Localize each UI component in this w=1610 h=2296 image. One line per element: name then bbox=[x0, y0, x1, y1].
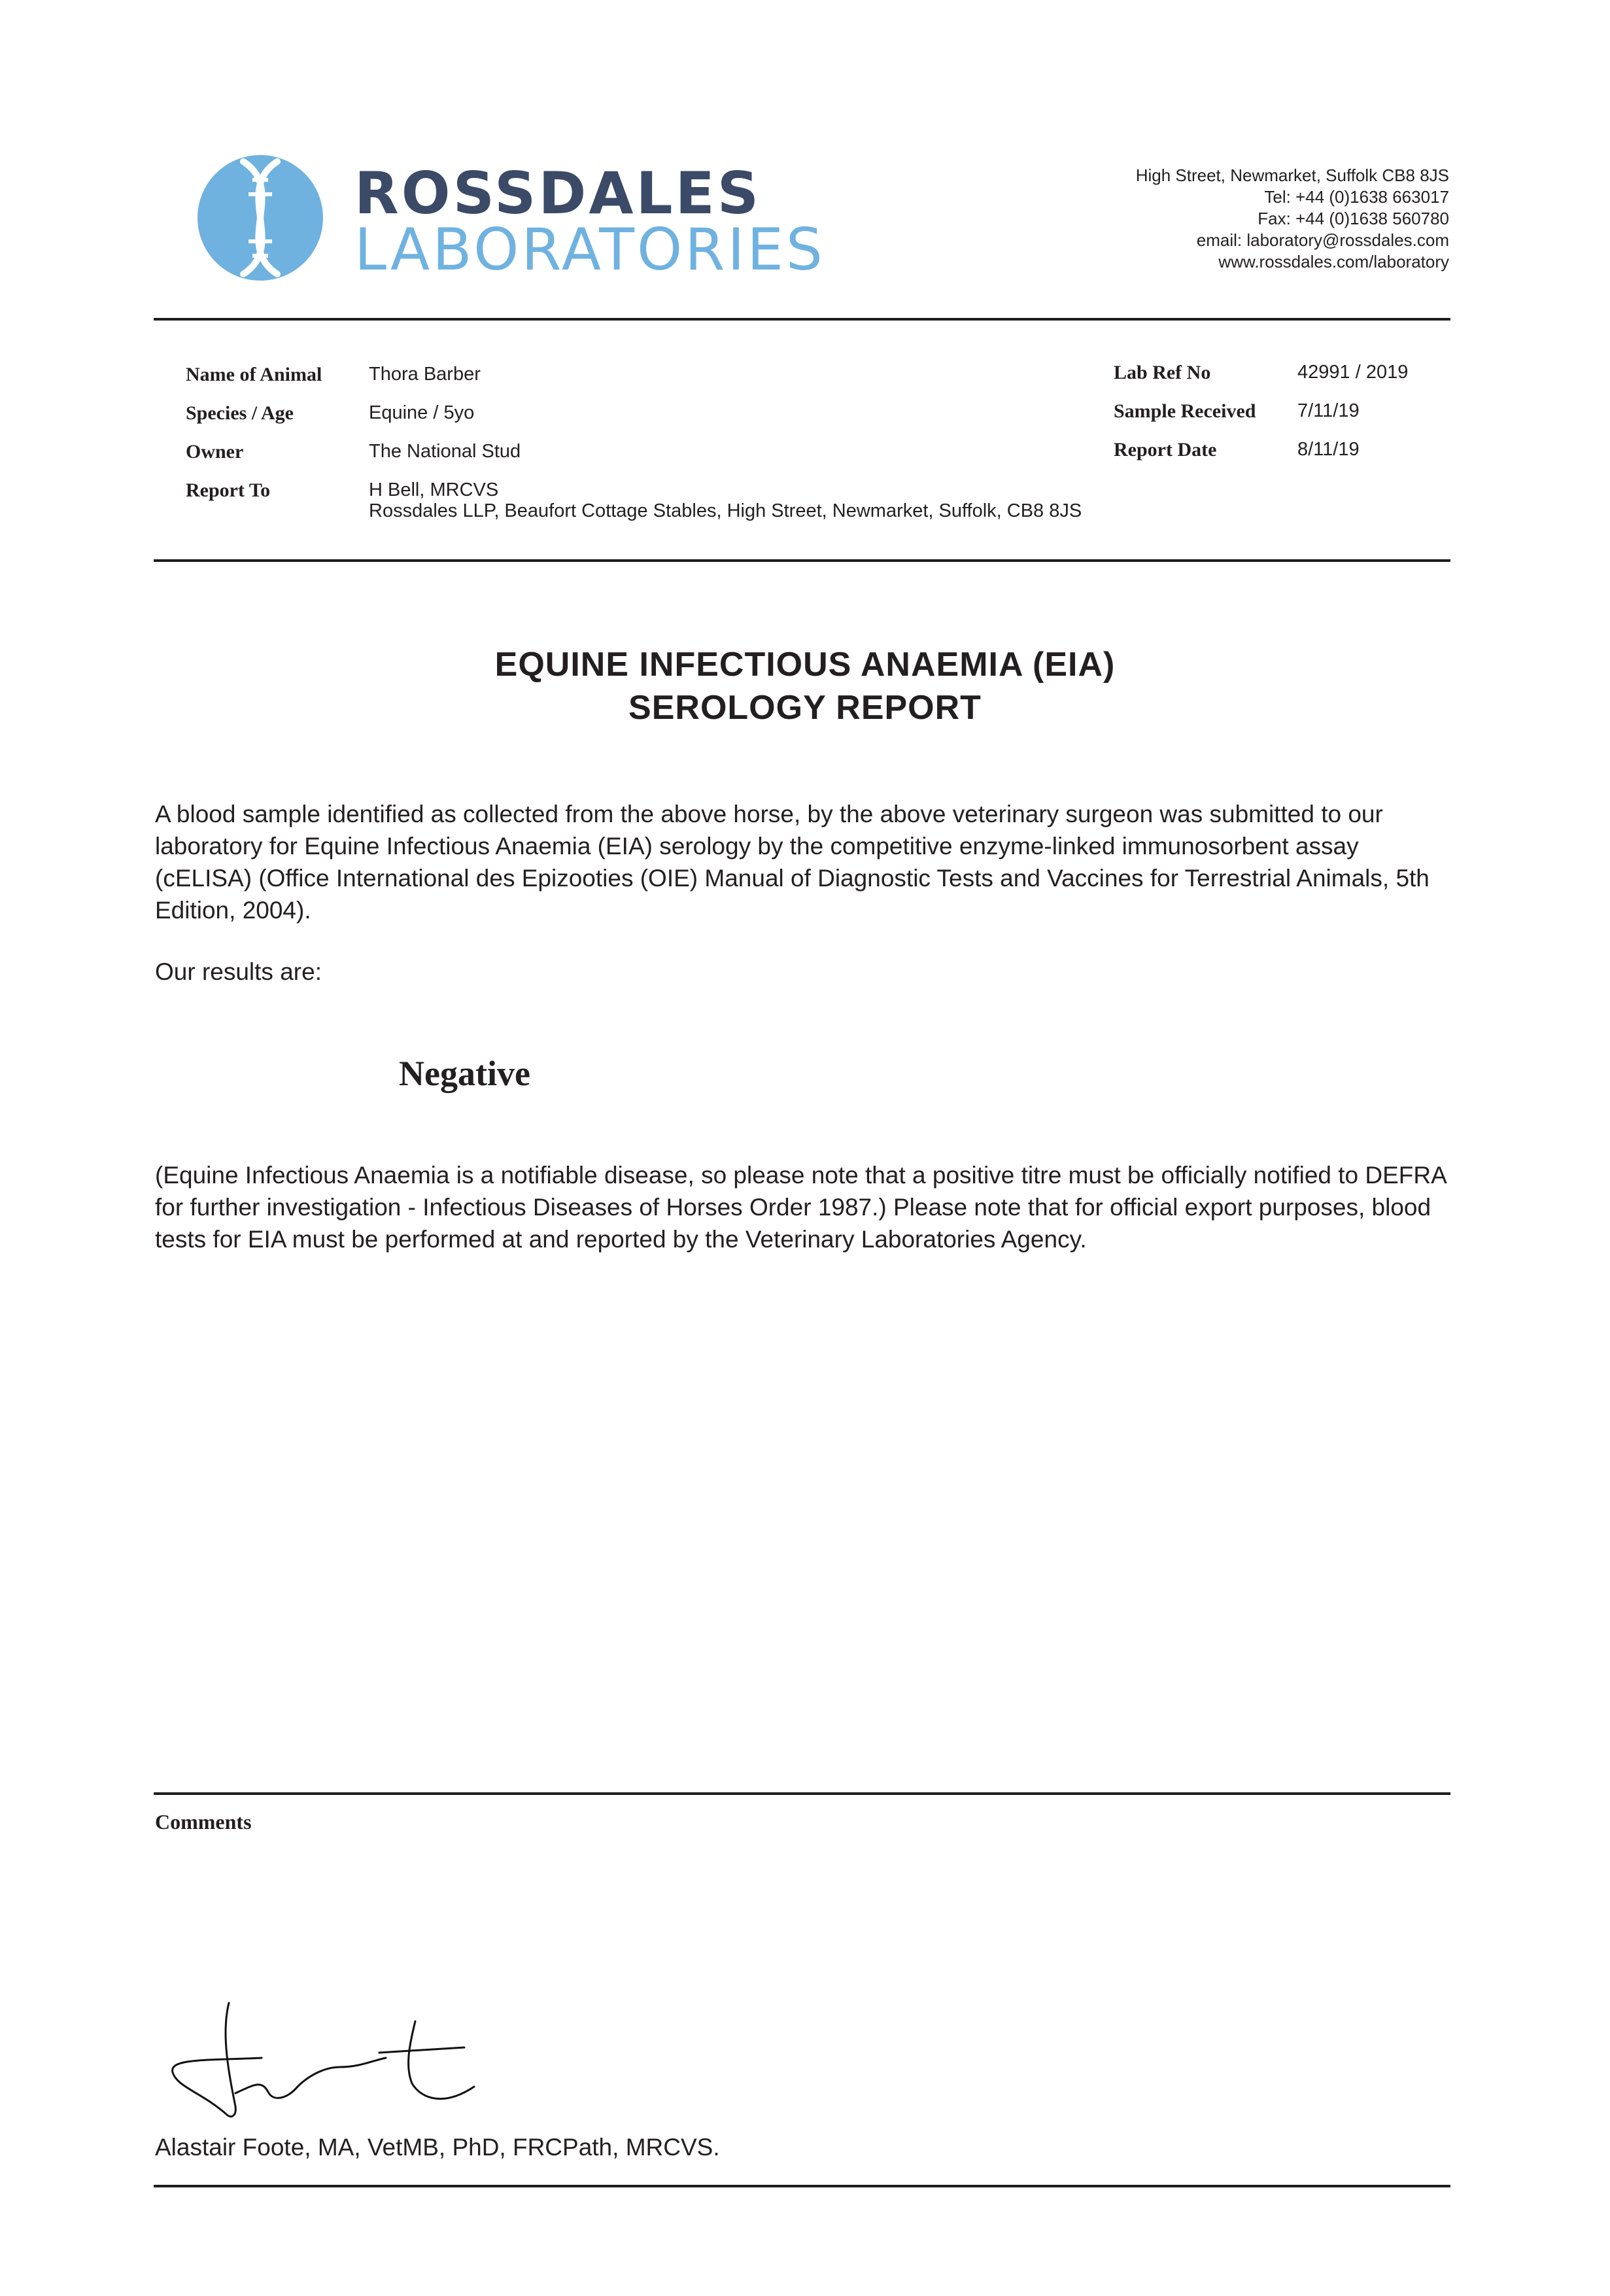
results-intro: Our results are: bbox=[155, 958, 322, 985]
signatory-name: Alastair Foote, MA, VetMB, PhD, FRCPath, MRCVS. bbox=[155, 2134, 720, 2161]
sample-received-label: Sample Received bbox=[1114, 400, 1256, 422]
address-tel: Tel: +44 (0)1638 663017 bbox=[1264, 187, 1449, 207]
handwritten-signature-image bbox=[163, 1995, 504, 2126]
report-title-line1: EQUINE INFECTIOUS ANAEMIA (EIA) bbox=[494, 646, 1116, 684]
address-website: www.rossdales.com/laboratory bbox=[1218, 252, 1449, 271]
logo-wordmark-line1: ROSSDALES bbox=[354, 160, 762, 227]
name-of-animal-label: Name of Animal bbox=[186, 364, 322, 385]
logo-wordmark-line2: LABORATORIES bbox=[354, 216, 825, 283]
comments-label: Comments bbox=[155, 1810, 252, 1834]
report-to-line1: H Bell, MRCVS bbox=[369, 479, 499, 500]
report-to-label: Report To bbox=[186, 479, 271, 501]
dna-logo-icon bbox=[196, 154, 324, 282]
species-age-value: Equine / 5yo bbox=[369, 402, 475, 423]
notifiable-note-paragraph bbox=[155, 1159, 1456, 1255]
comments-divider bbox=[154, 1792, 1450, 1795]
lab-ref-value: 42991 / 2019 bbox=[1297, 362, 1409, 383]
report-date-value: 8/11/19 bbox=[1297, 439, 1360, 460]
report-to-line2: Rossdales LLP, Beaufort Cottage Stables, High Street, Newmarket, Suffolk, CB8 8JS bbox=[369, 500, 1082, 521]
details-divider bbox=[154, 559, 1450, 562]
name-of-animal-value: Thora Barber bbox=[369, 364, 481, 385]
lab-logo bbox=[196, 154, 324, 282]
owner-value: The National Stud bbox=[369, 441, 521, 462]
report-intro-paragraph bbox=[155, 798, 1456, 926]
address-fax: Fax: +44 (0)1638 560780 bbox=[1258, 209, 1449, 228]
sample-received-value: 7/11/19 bbox=[1297, 400, 1360, 421]
result-value: Negative bbox=[399, 1054, 530, 1093]
species-age-label: Species / Age bbox=[186, 402, 294, 424]
address-street: High Street, Newmarket, Suffolk CB8 8JS bbox=[1135, 165, 1449, 185]
report-title-line2: SEROLOGY REPORT bbox=[628, 689, 982, 727]
lab-ref-label: Lab Ref No bbox=[1114, 362, 1211, 383]
notifiable-note-text: (Equine Infectious Anaemia is a notifiable disease, so please note that a positive titre must be officially notified to DEFRA for further investigation - Infectious Diseases of Horses Order 1987.) Please note that for official export purposes, blood tests for EIA must be performed at and reported by the Veterinary Laboratories Agency. bbox=[155, 1162, 1446, 1253]
lab-address bbox=[1136, 165, 1449, 273]
footer-divider bbox=[154, 2185, 1450, 2187]
header-divider bbox=[154, 318, 1450, 321]
signature bbox=[163, 1995, 504, 2126]
owner-label: Owner bbox=[186, 441, 244, 462]
address-email: email: laboratory@rossdales.com bbox=[1196, 230, 1449, 250]
intro-text: A blood sample identified as collected from the above horse, by the above veterinary surgeon was submitted to our laboratory for Equine Infectious Anaemia (EIA) serology by the competitive enzyme-linked immunosorbent assay (cELISA) (Office International des Epizooties (OIE) Manual of Diagnostic Tests and Vaccines for Terrestrial Animals, 5th Edition, 2004). bbox=[155, 801, 1430, 924]
report-date-label: Report Date bbox=[1114, 439, 1217, 461]
